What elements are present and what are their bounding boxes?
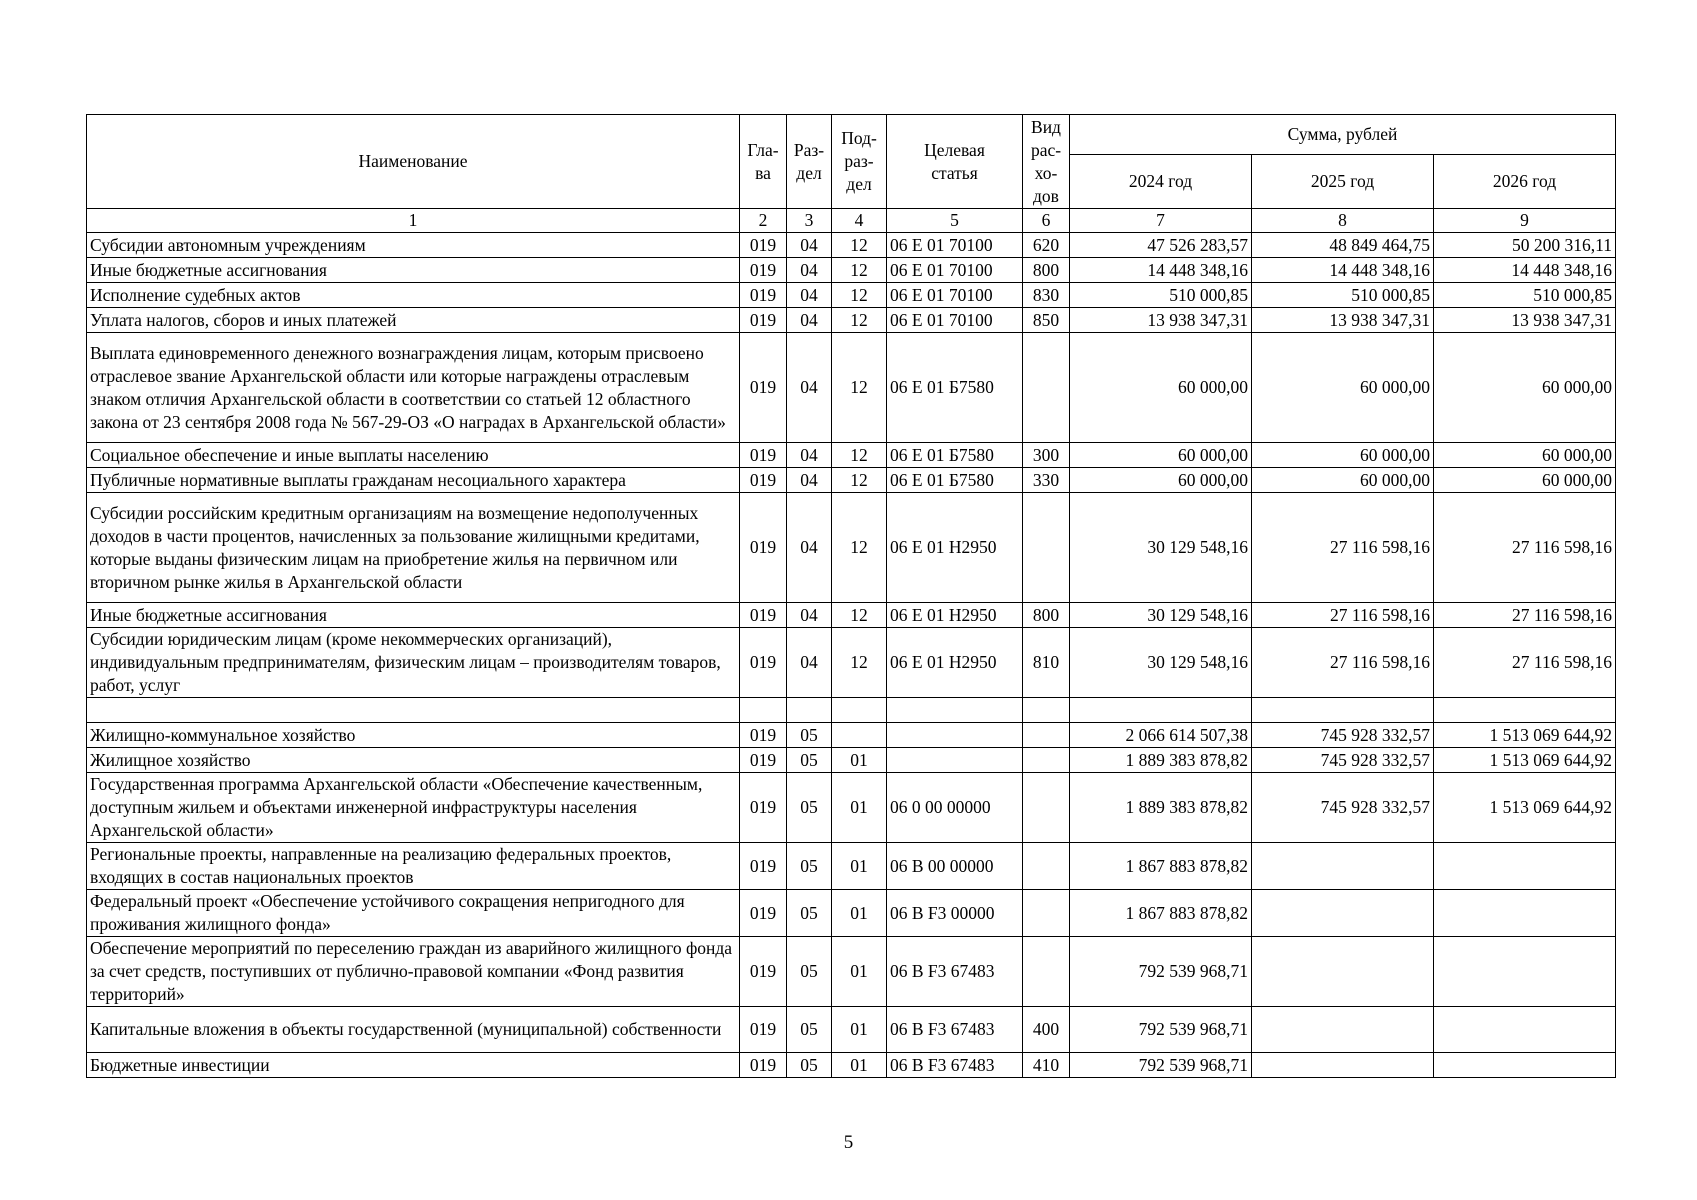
cell-glava: 019 <box>740 443 787 468</box>
cell-sum-2024: 30 129 548,16 <box>1070 493 1252 603</box>
column-number: 4 <box>832 209 887 233</box>
cell-podrazdel: 01 <box>832 1053 887 1078</box>
cell-glava <box>740 698 787 723</box>
cell-razdel: 05 <box>787 773 832 843</box>
cell-sum-2026: 1 513 069 644,92 <box>1434 748 1616 773</box>
cell-vid-rashodov: 400 <box>1023 1007 1070 1053</box>
cell-razdel: 04 <box>787 333 832 443</box>
cell-sum-2026: 27 116 598,16 <box>1434 493 1616 603</box>
cell-name: Иные бюджетные ассигнования <box>87 258 740 283</box>
cell-vid-rashodov <box>1023 333 1070 443</box>
cell-celevaya-statya: 06 Е 01 70100 <box>887 283 1023 308</box>
cell-name: Обеспечение мероприятий по переселению граждан из аварийного жилищного фонда за счет средств, поступивших от публично-правовой компании «Фонд развития территорий» <box>87 937 740 1007</box>
cell-celevaya-statya <box>887 698 1023 723</box>
cell-sum-2025: 27 116 598,16 <box>1252 493 1434 603</box>
cell-name <box>87 698 740 723</box>
cell-podrazdel: 12 <box>832 468 887 493</box>
cell-podrazdel <box>832 698 887 723</box>
header-celevaya-statya: Целевая статья <box>887 115 1023 209</box>
cell-glava: 019 <box>740 603 787 628</box>
table-row <box>87 1053 1616 1078</box>
cell-sum-2024: 1 867 883 878,82 <box>1070 843 1252 890</box>
cell-razdel: 05 <box>787 723 832 748</box>
cell-sum-2024: 1 889 383 878,82 <box>1070 773 1252 843</box>
cell-sum-2025 <box>1252 937 1434 1007</box>
cell-sum-2025: 60 000,00 <box>1252 443 1434 468</box>
budget-table <box>86 114 1616 1078</box>
cell-podrazdel: 01 <box>832 890 887 937</box>
cell-glava: 019 <box>740 308 787 333</box>
header-year-2026: 2026 год <box>1434 155 1616 209</box>
cell-celevaya-statya: 06 Е 01 Н2950 <box>887 603 1023 628</box>
cell-name: Государственная программа Архангельской области «Обеспечение качественным, доступным жильем и объектами инженерной инфраструктуры населения Архангельской области» <box>87 773 740 843</box>
cell-sum-2024: 792 539 968,71 <box>1070 937 1252 1007</box>
cell-vid-rashodov <box>1023 493 1070 603</box>
cell-razdel: 04 <box>787 493 832 603</box>
table-row <box>87 258 1616 283</box>
column-number: 5 <box>887 209 1023 233</box>
cell-razdel: 05 <box>787 890 832 937</box>
cell-celevaya-statya: 06 Е 01 Н2950 <box>887 628 1023 698</box>
cell-name: Социальное обеспечение и иные выплаты населению <box>87 443 740 468</box>
cell-celevaya-statya: 06 Е 01 Н2950 <box>887 493 1023 603</box>
cell-glava: 019 <box>740 748 787 773</box>
cell-sum-2025: 510 000,85 <box>1252 283 1434 308</box>
cell-razdel: 05 <box>787 1007 832 1053</box>
table-row <box>87 748 1616 773</box>
cell-razdel: 04 <box>787 283 832 308</box>
cell-glava: 019 <box>740 773 787 843</box>
cell-podrazdel: 01 <box>832 843 887 890</box>
column-number: 7 <box>1070 209 1252 233</box>
cell-sum-2025: 60 000,00 <box>1252 468 1434 493</box>
cell-sum-2026: 1 513 069 644,92 <box>1434 723 1616 748</box>
cell-vid-rashodov <box>1023 698 1070 723</box>
cell-glava: 019 <box>740 937 787 1007</box>
header-year-2024: 2024 год <box>1070 155 1252 209</box>
cell-celevaya-statya: 06 Е 01 70100 <box>887 233 1023 258</box>
cell-sum-2026: 14 448 348,16 <box>1434 258 1616 283</box>
cell-sum-2026: 27 116 598,16 <box>1434 603 1616 628</box>
cell-podrazdel: 12 <box>832 258 887 283</box>
cell-name: Иные бюджетные ассигнования <box>87 603 740 628</box>
column-number: 9 <box>1434 209 1616 233</box>
cell-vid-rashodov <box>1023 748 1070 773</box>
header-glava: Гла- ва <box>740 115 787 209</box>
cell-podrazdel: 12 <box>832 283 887 308</box>
cell-name: Выплата единовременного денежного вознаграждения лицам, которым присвоено отраслевое звание Архангельской области или которые награждены отраслевым знаком отличия Архангельской области в соответствии со статьей 12 областного закона от 23 сентября 2008 года № 567-29-ОЗ «О наградах в Архангельской области» <box>87 333 740 443</box>
cell-razdel: 05 <box>787 748 832 773</box>
cell-sum-2024: 1 867 883 878,82 <box>1070 890 1252 937</box>
cell-sum-2024 <box>1070 698 1252 723</box>
cell-name: Исполнение судебных актов <box>87 283 740 308</box>
cell-glava: 019 <box>740 890 787 937</box>
cell-sum-2024: 30 129 548,16 <box>1070 628 1252 698</box>
cell-sum-2026: 60 000,00 <box>1434 468 1616 493</box>
table-row <box>87 843 1616 890</box>
cell-celevaya-statya: 06 Е 01 70100 <box>887 258 1023 283</box>
cell-name: Публичные нормативные выплаты гражданам несоциального характера <box>87 468 740 493</box>
header-razdel: Раз- дел <box>787 115 832 209</box>
cell-podrazdel: 12 <box>832 493 887 603</box>
header-name: Наименование <box>87 115 740 209</box>
cell-sum-2026: 1 513 069 644,92 <box>1434 773 1616 843</box>
cell-sum-2025: 27 116 598,16 <box>1252 628 1434 698</box>
header-summa: Сумма, рублей <box>1070 115 1616 155</box>
cell-celevaya-statya: 06 В 00 00000 <box>887 843 1023 890</box>
cell-razdel <box>787 698 832 723</box>
cell-vid-rashodov: 830 <box>1023 283 1070 308</box>
cell-sum-2025 <box>1252 1053 1434 1078</box>
cell-sum-2024: 60 000,00 <box>1070 333 1252 443</box>
table-row <box>87 890 1616 937</box>
cell-celevaya-statya: 06 0 00 00000 <box>887 773 1023 843</box>
cell-celevaya-statya: 06 Е 01 70100 <box>887 308 1023 333</box>
column-number: 8 <box>1252 209 1434 233</box>
cell-name: Жилищное хозяйство <box>87 748 740 773</box>
column-number: 3 <box>787 209 832 233</box>
cell-podrazdel: 01 <box>832 1007 887 1053</box>
cell-name: Субсидии автономным учреждениям <box>87 233 740 258</box>
cell-sum-2024: 30 129 548,16 <box>1070 603 1252 628</box>
cell-sum-2026 <box>1434 890 1616 937</box>
cell-sum-2024: 60 000,00 <box>1070 468 1252 493</box>
cell-vid-rashodov: 800 <box>1023 603 1070 628</box>
cell-celevaya-statya: 06 В F3 67483 <box>887 1053 1023 1078</box>
cell-vid-rashodov: 330 <box>1023 468 1070 493</box>
cell-celevaya-statya: 06 В F3 67483 <box>887 1007 1023 1053</box>
cell-celevaya-statya: 06 Е 01 Б7580 <box>887 333 1023 443</box>
cell-celevaya-statya: 06 Е 01 Б7580 <box>887 443 1023 468</box>
cell-sum-2025 <box>1252 1007 1434 1053</box>
cell-vid-rashodov: 620 <box>1023 233 1070 258</box>
cell-razdel: 04 <box>787 443 832 468</box>
table-row <box>87 333 1616 443</box>
cell-sum-2026 <box>1434 1053 1616 1078</box>
cell-glava: 019 <box>740 258 787 283</box>
cell-celevaya-statya: 06 В F3 00000 <box>887 890 1023 937</box>
cell-name: Капитальные вложения в объекты государственной (муниципальной) собственности <box>87 1007 740 1053</box>
header-podrazdel: Под- раз- дел <box>832 115 887 209</box>
cell-sum-2025: 13 938 347,31 <box>1252 308 1434 333</box>
cell-glava: 019 <box>740 233 787 258</box>
cell-sum-2026 <box>1434 1007 1616 1053</box>
cell-razdel: 04 <box>787 233 832 258</box>
cell-sum-2025: 27 116 598,16 <box>1252 603 1434 628</box>
table-row <box>87 443 1616 468</box>
cell-vid-rashodov: 800 <box>1023 258 1070 283</box>
cell-vid-rashodov <box>1023 843 1070 890</box>
table-row <box>87 1007 1616 1053</box>
cell-razdel: 05 <box>787 1053 832 1078</box>
cell-glava: 019 <box>740 468 787 493</box>
cell-razdel: 04 <box>787 258 832 283</box>
cell-razdel: 04 <box>787 308 832 333</box>
cell-sum-2026: 60 000,00 <box>1434 443 1616 468</box>
cell-sum-2026: 510 000,85 <box>1434 283 1616 308</box>
cell-sum-2026: 13 938 347,31 <box>1434 308 1616 333</box>
cell-sum-2026: 27 116 598,16 <box>1434 628 1616 698</box>
table-row <box>87 603 1616 628</box>
cell-razdel: 04 <box>787 603 832 628</box>
cell-razdel: 04 <box>787 468 832 493</box>
cell-name: Жилищно-коммунальное хозяйство <box>87 723 740 748</box>
cell-podrazdel: 01 <box>832 773 887 843</box>
table-row <box>87 698 1616 723</box>
cell-sum-2024: 792 539 968,71 <box>1070 1053 1252 1078</box>
table-row <box>87 308 1616 333</box>
cell-sum-2025 <box>1252 698 1434 723</box>
cell-celevaya-statya <box>887 748 1023 773</box>
header-year-2025: 2025 год <box>1252 155 1434 209</box>
cell-podrazdel <box>832 723 887 748</box>
cell-glava: 019 <box>740 1053 787 1078</box>
cell-sum-2024: 14 448 348,16 <box>1070 258 1252 283</box>
cell-celevaya-statya: 06 Е 01 Б7580 <box>887 468 1023 493</box>
cell-sum-2024: 510 000,85 <box>1070 283 1252 308</box>
cell-sum-2026 <box>1434 698 1616 723</box>
cell-sum-2024: 1 889 383 878,82 <box>1070 748 1252 773</box>
cell-celevaya-statya: 06 В F3 67483 <box>887 937 1023 1007</box>
cell-sum-2025 <box>1252 890 1434 937</box>
cell-sum-2026 <box>1434 843 1616 890</box>
cell-glava: 019 <box>740 333 787 443</box>
cell-sum-2026: 50 200 316,11 <box>1434 233 1616 258</box>
cell-sum-2024: 47 526 283,57 <box>1070 233 1252 258</box>
cell-glava: 019 <box>740 1007 787 1053</box>
cell-name: Уплата налогов, сборов и иных платежей <box>87 308 740 333</box>
cell-vid-rashodov <box>1023 773 1070 843</box>
table-row <box>87 628 1616 698</box>
table-row <box>87 283 1616 308</box>
cell-podrazdel: 12 <box>832 308 887 333</box>
cell-vid-rashodov: 810 <box>1023 628 1070 698</box>
column-number: 1 <box>87 209 740 233</box>
cell-podrazdel: 01 <box>832 748 887 773</box>
table-row <box>87 773 1616 843</box>
cell-sum-2025: 745 928 332,57 <box>1252 748 1434 773</box>
column-number: 6 <box>1023 209 1070 233</box>
cell-sum-2026 <box>1434 937 1616 1007</box>
cell-razdel: 04 <box>787 628 832 698</box>
cell-sum-2024: 13 938 347,31 <box>1070 308 1252 333</box>
cell-vid-rashodov: 300 <box>1023 443 1070 468</box>
cell-vid-rashodov: 410 <box>1023 1053 1070 1078</box>
cell-glava: 019 <box>740 628 787 698</box>
cell-name: Федеральный проект «Обеспечение устойчивого сокращения непригодного для проживания жилищного фонда» <box>87 890 740 937</box>
cell-sum-2024: 2 066 614 507,38 <box>1070 723 1252 748</box>
table-row <box>87 723 1616 748</box>
cell-sum-2025: 60 000,00 <box>1252 333 1434 443</box>
column-number: 2 <box>740 209 787 233</box>
cell-sum-2024: 792 539 968,71 <box>1070 1007 1252 1053</box>
cell-vid-rashodov <box>1023 937 1070 1007</box>
cell-name: Бюджетные инвестиции <box>87 1053 740 1078</box>
cell-podrazdel: 01 <box>832 937 887 1007</box>
cell-razdel: 05 <box>787 843 832 890</box>
cell-vid-rashodov <box>1023 723 1070 748</box>
cell-podrazdel: 12 <box>832 443 887 468</box>
table-row <box>87 493 1616 603</box>
cell-podrazdel: 12 <box>832 603 887 628</box>
header-vid-rashodov: Вид рас- хо- дов <box>1023 115 1070 209</box>
cell-sum-2026: 60 000,00 <box>1434 333 1616 443</box>
cell-podrazdel: 12 <box>832 333 887 443</box>
table-row <box>87 937 1616 1007</box>
cell-name: Субсидии юридическим лицам (кроме некоммерческих организаций), индивидуальным предпринимателям, физическим лицам – производителям товаров, работ, услуг <box>87 628 740 698</box>
cell-glava: 019 <box>740 283 787 308</box>
cell-glava: 019 <box>740 843 787 890</box>
table-row <box>87 468 1616 493</box>
cell-glava: 019 <box>740 723 787 748</box>
cell-vid-rashodov <box>1023 890 1070 937</box>
cell-celevaya-statya <box>887 723 1023 748</box>
cell-glava: 019 <box>740 493 787 603</box>
cell-name: Субсидии российским кредитным организациям на возмещение недополученных доходов в части процентов, начисленных за пользование жилищными кредитами, которые выданы физическим лицам на приобретение жилья на первичном или вторичном рынке жилья в Архангельской области <box>87 493 740 603</box>
cell-sum-2025: 14 448 348,16 <box>1252 258 1434 283</box>
page-number: 5 <box>843 1132 854 1153</box>
cell-podrazdel: 12 <box>832 233 887 258</box>
cell-podrazdel: 12 <box>832 628 887 698</box>
cell-sum-2024: 60 000,00 <box>1070 443 1252 468</box>
table-row <box>87 233 1616 258</box>
cell-sum-2025: 745 928 332,57 <box>1252 773 1434 843</box>
cell-sum-2025 <box>1252 843 1434 890</box>
cell-vid-rashodov: 850 <box>1023 308 1070 333</box>
cell-name: Региональные проекты, направленные на реализацию федеральных проектов, входящих в состав национальных проектов <box>87 843 740 890</box>
cell-razdel: 05 <box>787 937 832 1007</box>
cell-sum-2025: 48 849 464,75 <box>1252 233 1434 258</box>
cell-sum-2025: 745 928 332,57 <box>1252 723 1434 748</box>
